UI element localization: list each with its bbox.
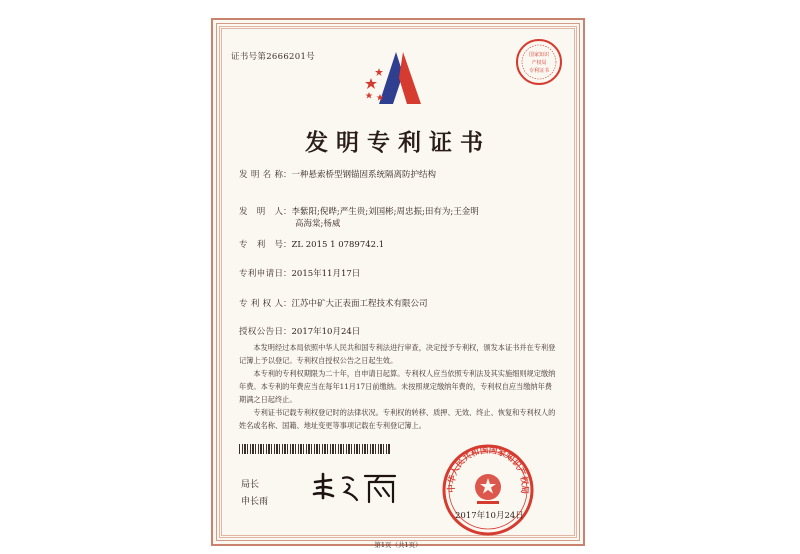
barcode (239, 444, 391, 454)
svg-text:专利证书: 专利证书 (528, 68, 550, 74)
official-seal-main (441, 443, 535, 537)
seal-date: 2017年10月24日 (455, 511, 524, 521)
field-patent-number: 专利号：ZL 2015 1 0789742.1 (239, 240, 385, 250)
svg-text:中华人民共和国国家知识产权局: 中华人民共和国国家知识产权局 (446, 445, 530, 495)
patent-office-logo (363, 48, 433, 108)
body-paragraph: 本专利的专利权期限为二十年，自申请日起算。专利权人应当依照专利法及其实施细则规定缴纳年费。本专利的年费应当在每年11月17日前缴纳。未按照规定缴纳年费的，专利权自应当缴纳年费期满之日起终止。 (239, 369, 556, 404)
field-invention-name: 发明名称：一种悬索桥型钢锚固系统隔离防护结构 (239, 170, 437, 180)
svg-text:产权局: 产权局 (531, 60, 547, 66)
director-signature (309, 468, 399, 508)
official-seal-top (515, 38, 563, 86)
field-inventors-line2: 高海棠;杨威 (295, 219, 341, 229)
body-paragraph: 专利证书记载专利权登记时的法律状况。专利权的转移、质押、无效、终止、恢复和专利权人的姓名或名称、国籍、地址变更等事项记载在专利登记簿上。 (239, 408, 556, 430)
svg-text:国家知识: 国家知识 (528, 52, 550, 58)
field-patentee: 专利权人：江苏中矿大正表面工程技术有限公司 (239, 299, 428, 309)
patent-certificate (211, 18, 585, 549)
director-name: 申长雨 (241, 497, 269, 507)
field-inventors: 发明人：李紫阳;倪晔;严生贵;刘国彬;周忠振;田有为;王金明 (239, 207, 479, 217)
certificate-number: 证书号第2666201号 (231, 52, 315, 62)
page-number: 第1页（共1页） (374, 541, 422, 549)
field-grant-date: 授权公告日：2017年10月24日 (239, 327, 361, 337)
certificate-title: 发明专利证书 (305, 129, 491, 156)
certificate-body-text (239, 341, 557, 432)
body-paragraph: 本发明经过本局依照中华人民共和国专利法进行审查，决定授予专利权，颁发本证书并在专利登记簿上予以登记。专利权自授权公告之日起生效。 (239, 343, 556, 365)
director-title: 局长 (241, 480, 260, 490)
field-filing-date: 专利申请日：2015年11月17日 (239, 269, 361, 279)
